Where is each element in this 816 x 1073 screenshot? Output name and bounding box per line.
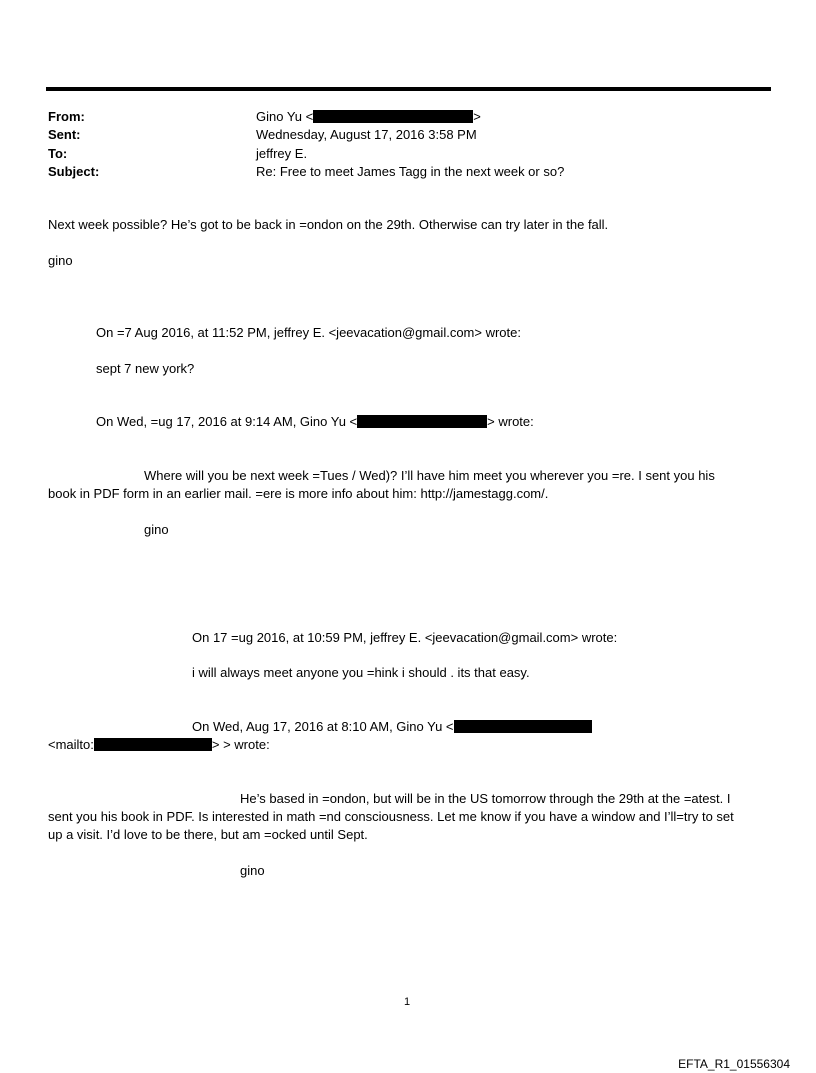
quote-text: sent you his book in PDF. Is interested in math =nd consciousness. Let me know if you have a window and I’ll=try to set [48, 809, 734, 824]
redaction-block [313, 110, 473, 123]
quote-header: On =7 Aug 2016, at 11:52 PM, jeffrey E. <jeevacation@gmail.com> wrote: [96, 325, 521, 340]
redaction-block [454, 720, 592, 733]
to-label: To: [48, 146, 68, 161]
signature: gino [144, 522, 169, 537]
subject-label: Subject: [48, 164, 100, 179]
quote-text: sept 7 new york? [96, 361, 195, 376]
subject-value: Re: Free to meet James Tagg in the next week or so? [256, 164, 565, 179]
quote-header: On 17 =ug 2016, at 10:59 PM, jeffrey E. <jeevacation@gmail.com> wrote: [192, 630, 618, 645]
redaction-block [94, 738, 212, 751]
quote-header-suffix: > wrote: [487, 414, 534, 429]
mailto-prefix: <mailto: [48, 737, 94, 752]
from-label: From: [48, 109, 85, 124]
to-value: jeffrey E. [256, 146, 308, 161]
signature: gino [240, 863, 265, 878]
from-value-suffix: > [473, 109, 481, 124]
from-value-prefix: Gino Yu < [256, 109, 314, 124]
header-rule [46, 87, 771, 91]
from-value [256, 108, 481, 125]
quote-header [192, 718, 592, 735]
bates-number: EFTA_R1_01556304 [678, 1057, 790, 1071]
quote-text: He’s based in =ondon, but will be in the US tomorrow through the 29th at the =atest. I [240, 791, 731, 806]
page-number: 1 [404, 996, 411, 1008]
mailto-suffix: > > wrote: [211, 737, 270, 752]
sent-value: Wednesday, August 17, 2016 3:58 PM [256, 127, 477, 142]
quote-text: up a visit. I’d love to be there, but am =ocked until Sept. [48, 827, 368, 842]
quote-text: book in PDF form in an earlier mail. =ere is more info about him: http://jamestagg.com/. [48, 486, 549, 501]
sent-label: Sent: [48, 127, 81, 142]
body-line: Next week possible? He’s got to be back in =ondon on the 29th. Otherwise can try later in the fall. [48, 217, 609, 232]
quote-header [96, 413, 534, 430]
quote-text: Where will you be next week =Tues / Wed)? I’ll have him meet you wherever you =re. I sent you his [144, 468, 715, 483]
redaction-block [357, 415, 487, 428]
signature: gino [48, 253, 73, 268]
quote-text: i will always meet anyone you =hink i should . its that easy. [192, 665, 530, 680]
quote-header [48, 736, 270, 753]
quote-header-prefix: On Wed, Aug 17, 2016 at 8:10 AM, Gino Yu < [192, 719, 454, 734]
quote-header-prefix: On Wed, =ug 17, 2016 at 9:14 AM, Gino Yu < [96, 414, 358, 429]
